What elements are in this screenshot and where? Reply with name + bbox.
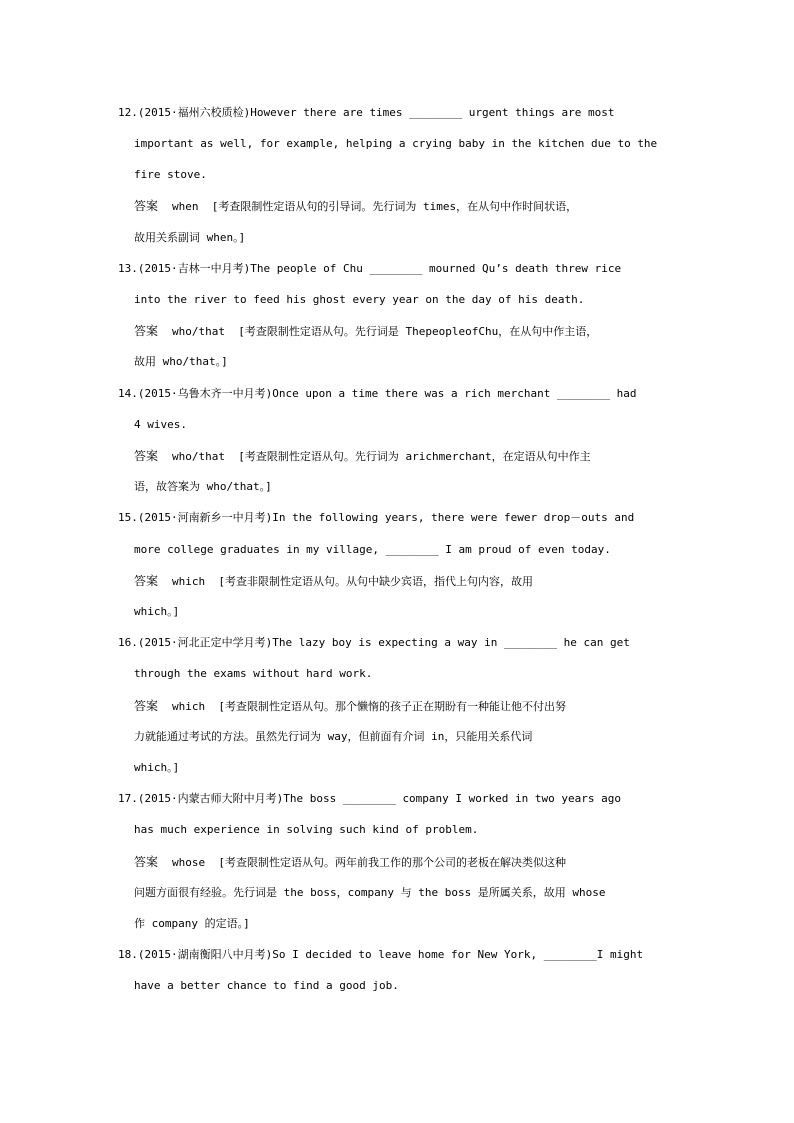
answer-text: who/that [考查限制性定语从句。先行词是 ThepeopleofChu，在从句中作主语， xyxy=(172,325,598,338)
question-15-line-2: more college graduates in my village, ________ I am proud of even today. xyxy=(134,543,611,556)
answer-label: 答案 xyxy=(134,199,159,213)
question-text: (2015·河北正定中学月考)The lazy boy is expecting a way in ________ he can get xyxy=(137,636,630,649)
question-13-line-2: into the river to feed his ghost every year on the day of his death. xyxy=(134,293,585,306)
question-text: (2015·湖南衡阳八中月考)So I decided to leave home for New York, ________I might xyxy=(137,948,644,961)
question-text: (2015·吉林一中月考)The people of Chu ________ mourned Qu’s death threw rice xyxy=(137,262,622,275)
answer-17-line-2: 问题方面很有经验。先行词是 the boss，company 与 the boss 是所属关系，故用 whose xyxy=(134,886,606,899)
answer-label: 答案 xyxy=(134,324,159,338)
answer-text: which [考查限制性定语从句。那个懒惰的孩子正在期盼有一种能让他不付出努 xyxy=(172,700,566,713)
question-number: 14. xyxy=(118,387,138,400)
answer-text: who/that [考查限制性定语从句。先行词为 arichmerchant，在定语从句中作主 xyxy=(172,450,591,463)
answer-12-line-1 xyxy=(134,199,577,213)
question-number: 17. xyxy=(118,792,138,805)
question-18-line-2: have a better chance to find a good job. xyxy=(134,979,399,992)
answer-14-line-2: 语，故答案为 who/that。] xyxy=(134,480,272,493)
answer-14-line-1 xyxy=(134,449,591,463)
question-text: (2015·河南新乡一中月考)In the following years, there were fewer drop－outs and xyxy=(137,511,635,524)
answer-13-line-1 xyxy=(134,324,597,338)
question-12-line-1 xyxy=(118,106,614,120)
question-16-line-1 xyxy=(118,636,630,650)
question-text: (2015·乌鲁木齐一中月考)Once upon a time there was a rich merchant ________ had xyxy=(137,387,637,400)
answer-label: 答案 xyxy=(134,699,159,713)
question-12-line-2: important as well, for example, helping a crying baby in the kitchen due to the xyxy=(134,137,658,150)
answer-label: 答案 xyxy=(134,574,159,588)
answer-13-line-2: 故用 who/that。] xyxy=(134,355,228,368)
question-16-line-2: through the exams without hard work. xyxy=(134,667,373,680)
question-12-line-3: fire stove. xyxy=(134,168,207,181)
answer-15-line-1 xyxy=(134,574,533,588)
question-14-line-1 xyxy=(118,387,636,401)
answer-text: whose [考查限制性定语从句。两年前我工作的那个公司的老板在解决类似这种 xyxy=(172,856,566,869)
answer-16-line-1 xyxy=(134,699,566,713)
question-number: 15. xyxy=(118,511,138,524)
answer-17-line-1 xyxy=(134,855,566,869)
question-14-line-2: 4 wives. xyxy=(134,418,187,431)
question-15-line-1 xyxy=(118,511,634,525)
question-17-line-2: has much experience in solving such kind of problem. xyxy=(134,823,479,836)
answer-12-line-2: 故用关系副词 when。] xyxy=(134,231,246,244)
question-number: 13. xyxy=(118,262,138,275)
answer-label: 答案 xyxy=(134,449,159,463)
question-number: 18. xyxy=(118,948,138,961)
question-17-line-1 xyxy=(118,792,621,806)
answer-15-line-2: which。] xyxy=(134,605,180,618)
answer-16-line-2: 力就能通过考试的方法。虽然先行词为 way，但前面有介词 in，只能用关系代词 xyxy=(134,730,533,743)
question-text: (2015·福州六校质检)However there are times ________ urgent things are most xyxy=(137,106,615,119)
question-number: 16. xyxy=(118,636,138,649)
question-18-line-1 xyxy=(118,948,643,962)
question-13-line-1 xyxy=(118,262,621,276)
question-number: 12. xyxy=(118,106,138,119)
answer-16-line-3: which。] xyxy=(134,761,180,774)
answer-label: 答案 xyxy=(134,855,159,869)
answer-text: when [考查限制性定语从句的引导词。先行词为 times，在从句中作时间状语， xyxy=(172,200,578,213)
question-text: (2015·内蒙古师大附中月考)The boss ________ company I worked in two years ago xyxy=(137,792,621,805)
answer-17-line-3: 作 company 的定语。] xyxy=(134,917,250,930)
answer-text: which [考查非限制性定语从句。从句中缺少宾语，指代上句内容，故用 xyxy=(172,575,533,588)
